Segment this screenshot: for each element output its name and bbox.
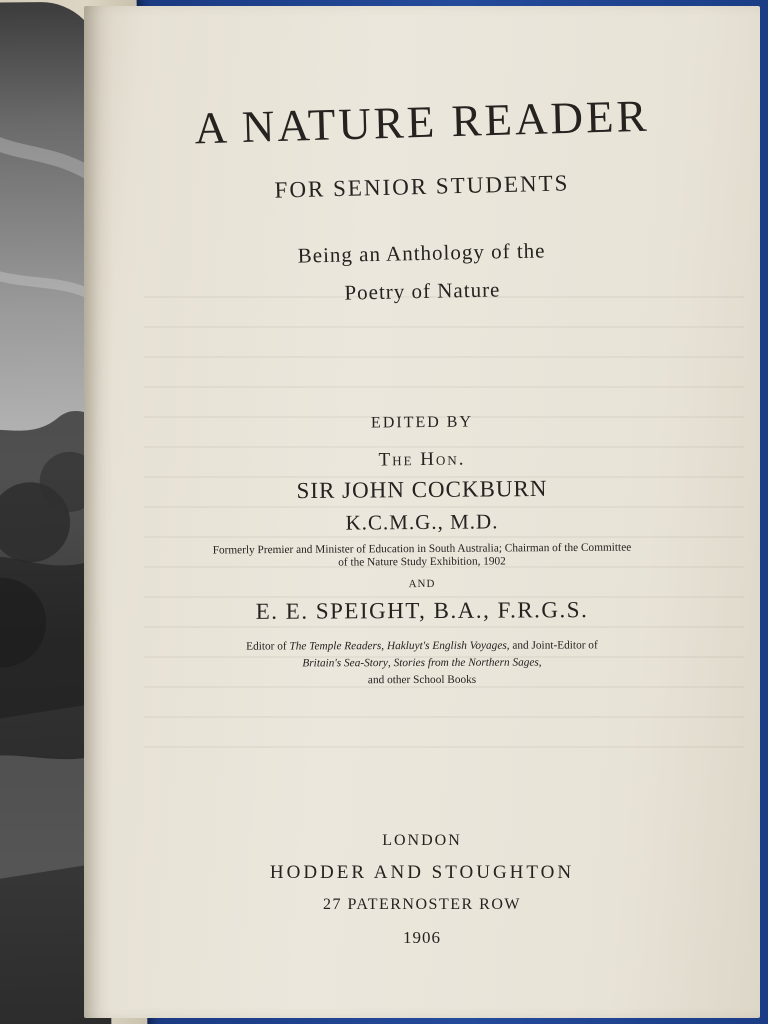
publication-place: LONDON [382, 832, 462, 849]
cred-separator: , [387, 657, 394, 670]
title-page [84, 6, 760, 1018]
cred-separator: , [538, 656, 542, 669]
book-britains-sea-story: Britain's Sea-Story [302, 657, 388, 670]
editor-1-credentials-line-1: Formerly Premier and Minister of Education in South Australia; Chairman of the Committee [212, 541, 632, 557]
book-stories-from-the-northern-sages: Stories from the Northern Sages [393, 656, 539, 670]
book-the-temple-readers: The Temple Readers [289, 640, 382, 653]
edited-by-label: EDITED BY [370, 413, 474, 432]
honorific: The Hon. [378, 448, 466, 471]
editor-2-credentials-line-3: and other School Books [367, 673, 477, 687]
cred-joint-editor: , and Joint-Editor of [506, 639, 598, 652]
cred-separator: , [381, 640, 387, 653]
book-subtitle: FOR SENIOR STUDENTS [274, 170, 570, 203]
editor-2-credentials [84, 637, 760, 690]
editor-1-credentials-line-2: of the Nature Study Exhibition, 1902 [338, 555, 506, 569]
editor-1-credentials [84, 541, 760, 572]
book-hakluyts-english-voyages: Hakluyt's English Voyages [386, 639, 507, 653]
book-title: A NATURE READER [193, 90, 651, 154]
publisher-address: 27 PATERNOSTER ROW [323, 896, 521, 913]
and-conjunction: AND [408, 577, 436, 591]
editor-1-name: SIR JOHN COCKBURN [296, 475, 548, 504]
editor-1-honours: K.C.M.G., M.D. [345, 509, 499, 535]
description-line-1: Being an Anthology of the [297, 238, 546, 268]
description-line-2: Poetry of Nature [344, 277, 501, 305]
publisher-name: HODDER AND STOUGHTON [269, 862, 575, 883]
publication-year: 1906 [403, 928, 441, 947]
book-description [83, 227, 760, 317]
cred-prefix: Editor of [246, 640, 290, 653]
editor-2-name: E. E. SPEIGHT, B.A., F.R.G.S. [255, 597, 589, 624]
